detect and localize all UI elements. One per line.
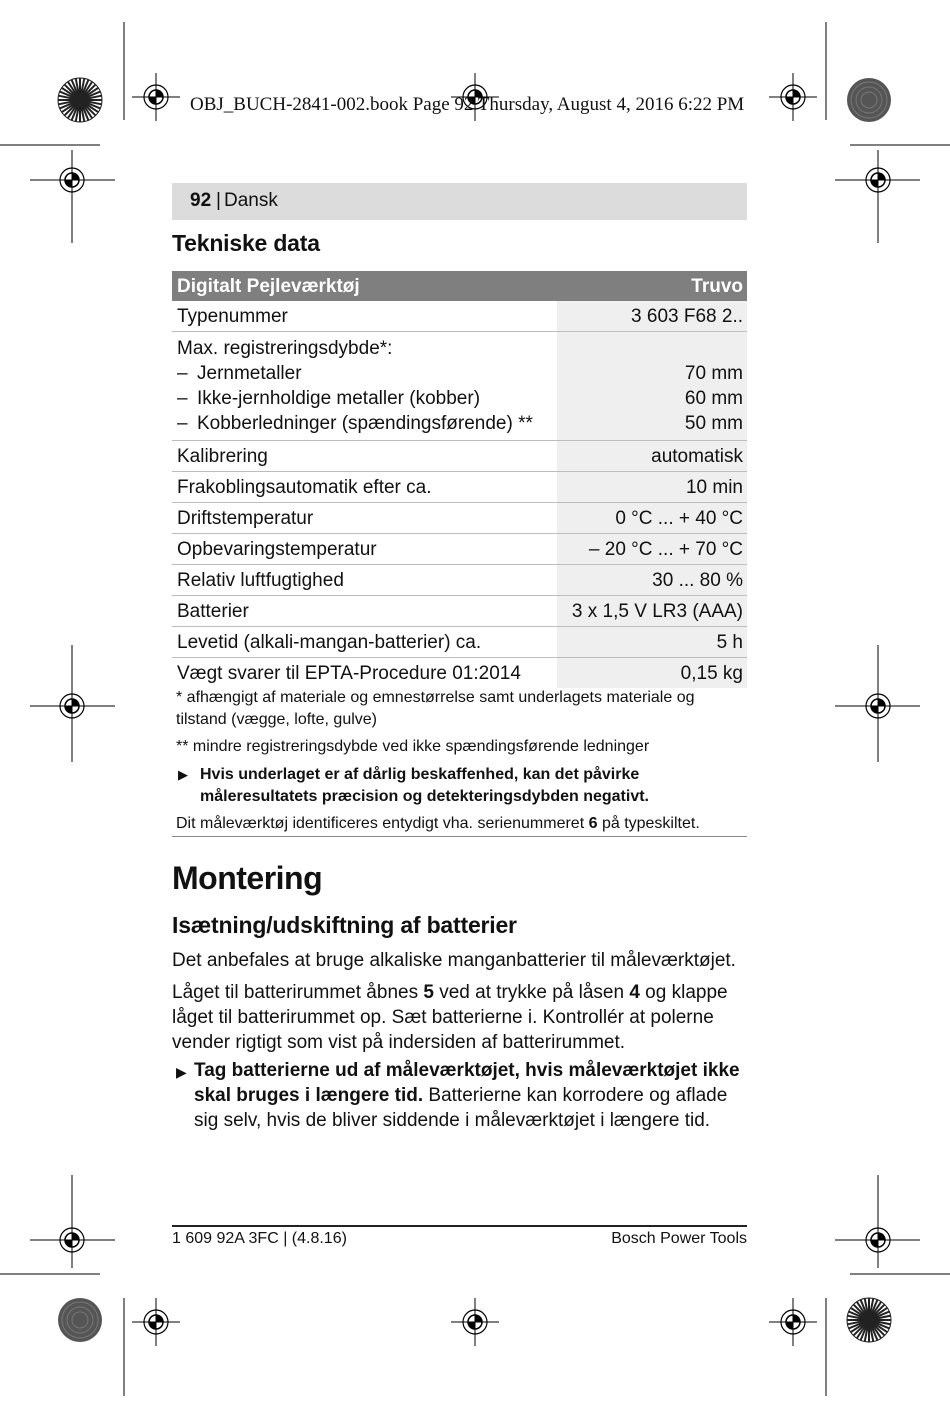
row-value: 3 603 F68 2..: [557, 301, 747, 332]
sub-row-value: 60 mm: [684, 388, 743, 409]
table-row: [172, 534, 747, 565]
arrow-right-icon: ▶: [178, 767, 188, 782]
reference-number: 4: [629, 982, 640, 1003]
book-slug: OBJ_BUCH-2841-002.book Page 92 Thursday, August 4, 2016 6:22 PM: [190, 94, 745, 115]
warning-underlay: [178, 764, 738, 808]
table-row: [172, 441, 747, 472]
row-label: Relativ luftfugtighed: [172, 565, 557, 596]
page-header: [172, 183, 747, 220]
row-label: Vægt svarer til EPTA-Procedure 01:2014: [177, 662, 521, 684]
header-separator: |: [216, 190, 221, 211]
row-label: Frakoblingsautomatik efter ca.: [172, 472, 557, 503]
footer-divider: [172, 1225, 747, 1227]
reference-number: 5: [423, 982, 434, 1003]
row-value-group: [557, 332, 747, 441]
subsection-title-batteries: Isætning/udskiftning af batterier: [172, 912, 517, 938]
paragraph-battery-recommendation: Det anbefales at bruge alkaliske manganbatterier til måleværktøjet.: [172, 950, 736, 971]
sub-row-label: – Kobberledninger (spændingsførende) **: [177, 413, 533, 434]
row-label: Opbevaringstemperatur: [172, 534, 557, 565]
row-label: Max. registreringsdybde*:: [177, 338, 393, 359]
spec-header-left: Digitalt Pejleværktøj: [172, 271, 557, 301]
table-row: [172, 658, 747, 689]
sub-row-label: – Ikke-jernholdige metaller (kobber): [177, 388, 481, 409]
warning-text: Hvis underlaget er af dårlig beskaffenhed, kan det påvirke måleresultatets præcision og detekteringsdybden negativt.: [200, 766, 649, 805]
row-value: 0,15 kg: [557, 658, 747, 689]
footer-doc-number: 1 609 92A 3FC | (4.8.16): [172, 1230, 347, 1247]
spec-table-header: [172, 271, 747, 301]
row-value: – 20 °C ... + 70 °C: [557, 534, 747, 565]
row-value: 3 x 1,5 V LR3 (AAA): [557, 596, 747, 627]
table-row: [172, 301, 747, 332]
table-row: [172, 627, 747, 658]
arrow-right-icon: ▶: [176, 1064, 187, 1080]
spec-header-right: Truvo: [557, 271, 747, 301]
table-row: [172, 503, 747, 534]
sub-row-value: 70 mm: [684, 363, 743, 384]
table-row: [172, 332, 747, 441]
table-row: [172, 596, 747, 627]
row-value: 5 h: [557, 627, 747, 658]
identification-note: Dit måleværktøj identificeres entydigt vha. serienummeret 6 på typeskiltet.: [176, 815, 700, 832]
row-value: 0 °C ... + 40 °C: [557, 503, 747, 534]
row-label: Typenummer: [172, 301, 557, 332]
page-number: 92: [190, 190, 212, 211]
section-title-mounting: Montering: [172, 860, 323, 896]
sub-row-value: 50 mm: [684, 413, 743, 434]
row-label: Kalibrering: [172, 441, 557, 472]
row-label-group: [172, 332, 557, 441]
spec-table: [172, 271, 747, 688]
row-label: Batterier: [172, 596, 557, 627]
footnote-double-star: ** mindre registreringsdybde ved ikke spændingsførende ledninger: [176, 738, 650, 755]
row-label: Driftstemperatur: [172, 503, 557, 534]
table-row: [172, 472, 747, 503]
row-label: Levetid (alkali-mangan-batterier) ca.: [172, 627, 557, 658]
section-title-technical-data: Tekniske data: [172, 230, 320, 256]
table-row: [172, 565, 747, 596]
warning-text: Tag batterierne ud af måleværktøjet, hvis måleværktøjet ikke skal bruges i længere tid. Batterierne kan korrodere og aflade sig selv, hvis de bliver siddende i måleværktøjet i længere tid.: [194, 1060, 740, 1131]
divider: [172, 836, 747, 837]
reference-number: 6: [588, 815, 598, 832]
sub-row-label: – Jernmetaller: [177, 363, 302, 384]
row-value: 30 ... 80 %: [557, 565, 747, 596]
header-language: Dansk: [224, 190, 278, 211]
row-value: 10 min: [557, 472, 747, 503]
warning-remove-batteries: [176, 1058, 746, 1133]
footnote-single-star: * afhængigt af materiale og emnestørrelse samt underlagets materiale og tilstand (vægge, lofte, gulve): [176, 689, 695, 728]
footer-brand: Bosch Power Tools: [611, 1230, 747, 1247]
row-value: automatisk: [557, 441, 747, 472]
paragraph-battery-insertion: Låget til batterirummet åbnes 5 ved at trykke på låsen 4 og klappe låget til batterirummet op. Sæt batterierne i. Kontrollér at polerne vender rigtigt som vist på indersiden af batterirummet.: [172, 982, 728, 1053]
